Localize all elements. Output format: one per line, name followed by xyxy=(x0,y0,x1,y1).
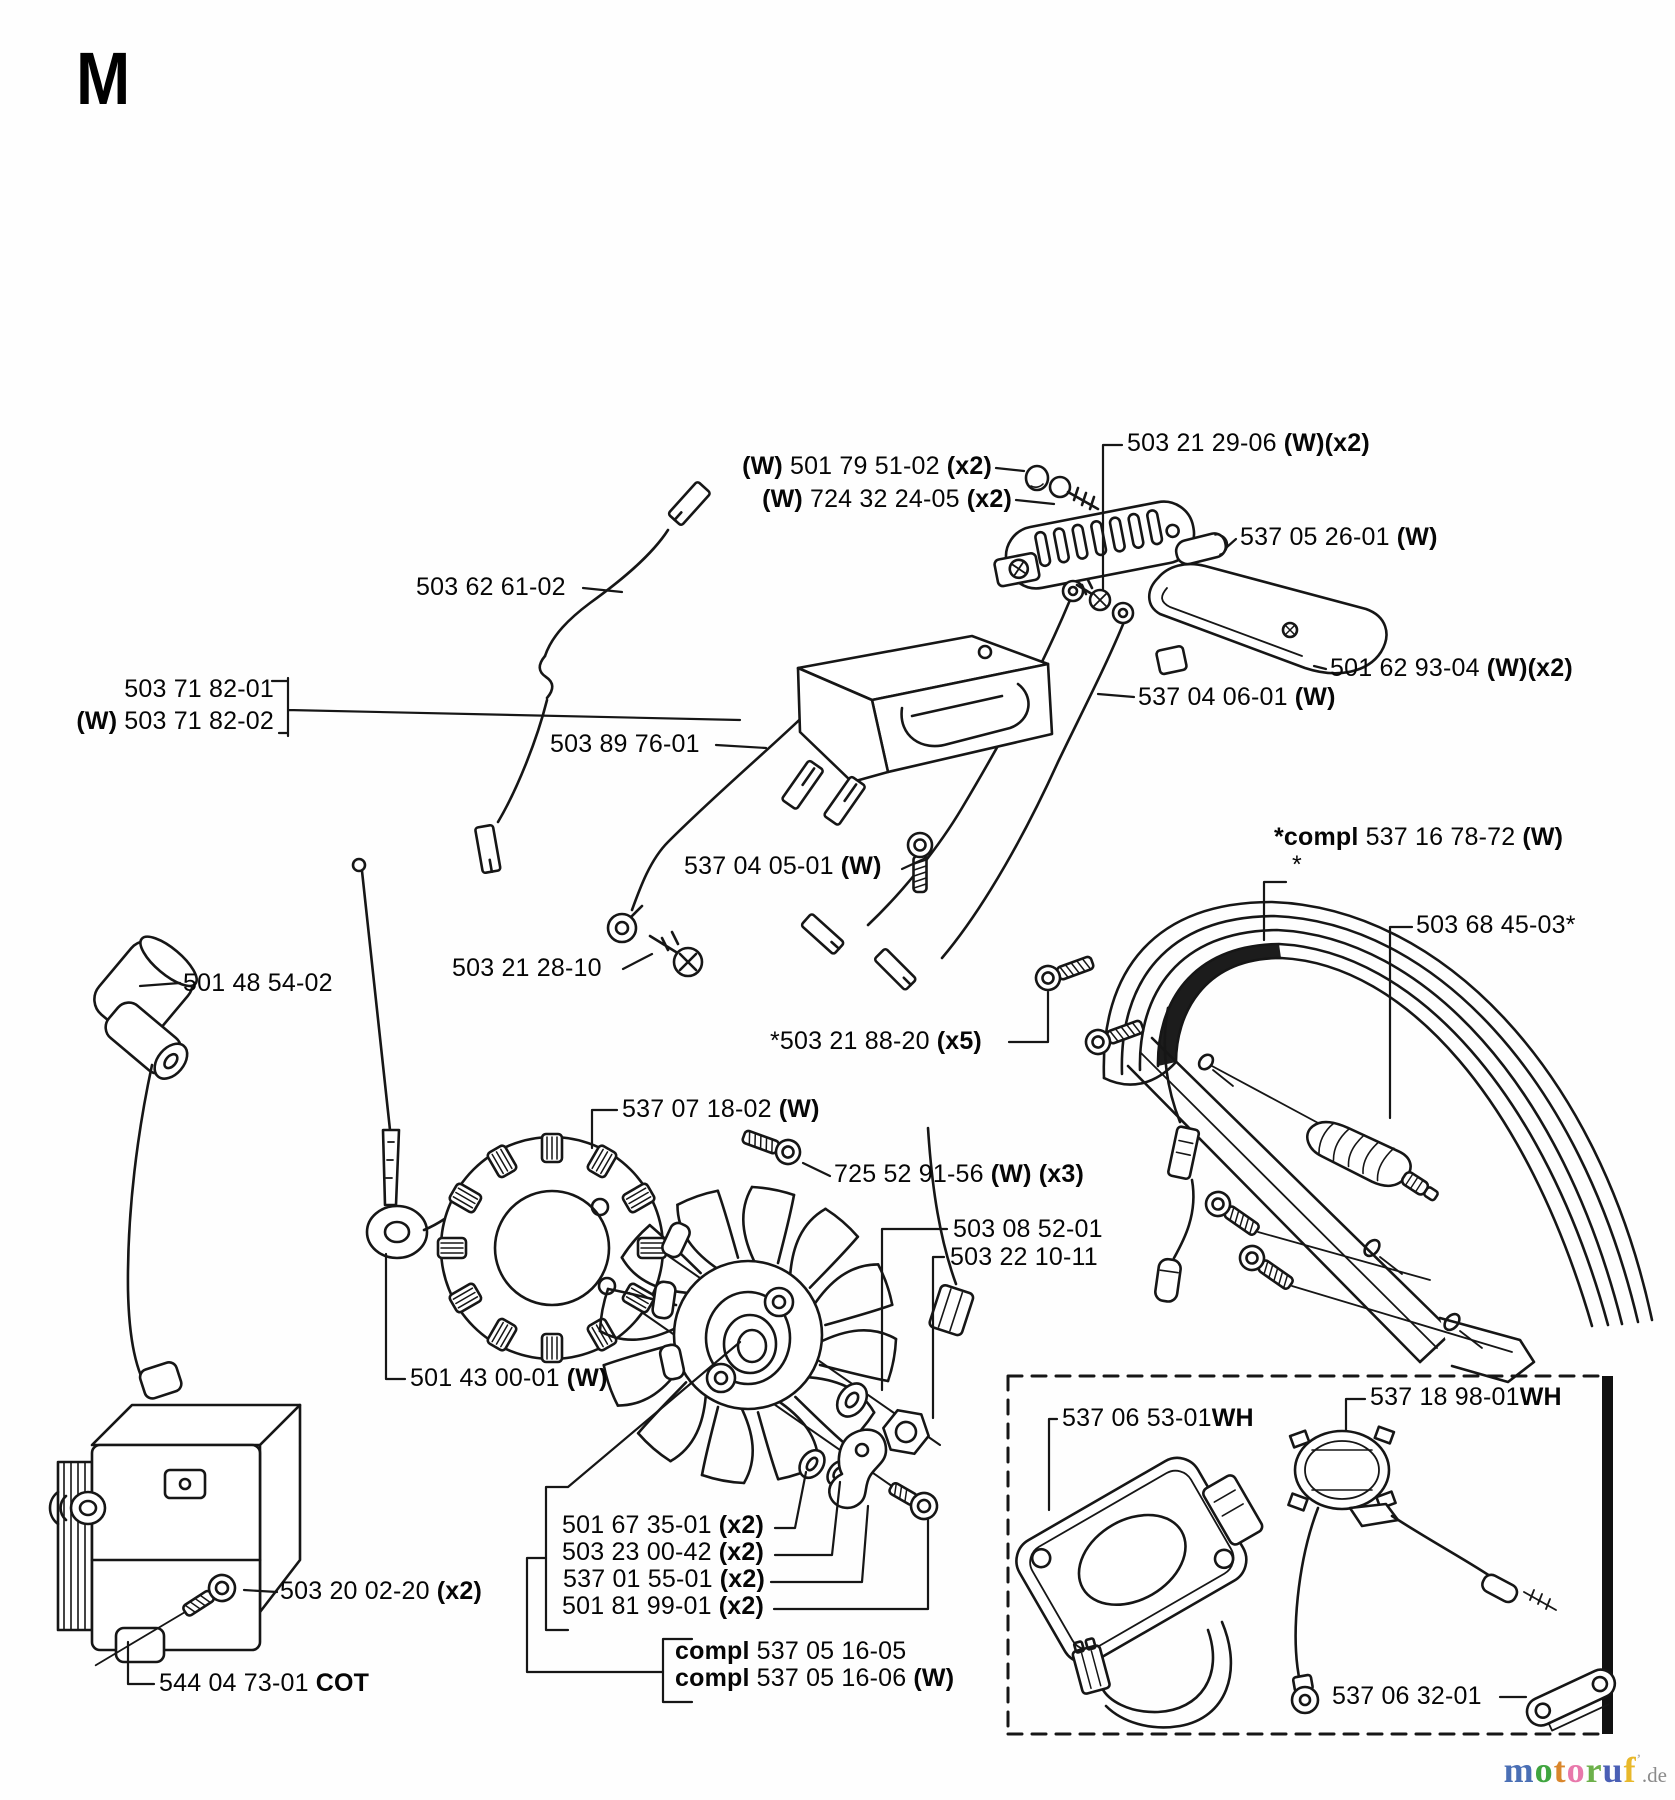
label-num: 503 23 00-42 xyxy=(562,1538,712,1566)
label-num: 503 21 28-10 xyxy=(452,954,602,982)
kill-wire-drawing xyxy=(475,481,711,873)
label-num: 503 62 61-02 xyxy=(416,573,566,601)
label-suf: (x2) xyxy=(946,452,992,480)
label-num: * xyxy=(1292,851,1302,879)
guard-plate-cluster-drawing xyxy=(994,466,1387,675)
label-suf: COT xyxy=(315,1669,370,1697)
logo-tld: .de xyxy=(1641,1763,1667,1787)
part-label-501-81-99-01 xyxy=(562,1593,764,1620)
label-pre: compl xyxy=(675,1637,750,1665)
label-num: 501 43 00-01 xyxy=(410,1364,560,1392)
part-label-537-01-55-01 xyxy=(563,1566,765,1593)
label-num: 503 89 76-01 xyxy=(550,730,700,758)
part-label-compl-537-05-16-05 xyxy=(675,1638,906,1665)
label-num: 503 71 82-02 xyxy=(124,707,274,735)
part-label-725-52-91-56 xyxy=(834,1161,1084,1188)
part-label-503-71-82-02 xyxy=(76,708,274,735)
part-label-compl-537-05-16-06 xyxy=(675,1665,954,1692)
label-suf: (W) xyxy=(566,1364,608,1392)
part-label-724-32-24-05 xyxy=(762,486,1012,513)
axis-hardware-drawing xyxy=(794,1378,941,1524)
label-num: 503 20 02-20 xyxy=(280,1577,430,1605)
label-num: 537 05 26-01 xyxy=(1240,523,1390,551)
label-suf: (x2) xyxy=(966,485,1012,513)
screw-7255291-drawing xyxy=(740,1125,804,1168)
part-label-537-05-26-01 xyxy=(1240,524,1438,551)
label-num: 724 32 24-05 xyxy=(809,485,960,513)
part-label-501-79-51-02 xyxy=(742,453,992,480)
logo-letter: f xyxy=(1623,1750,1637,1790)
part-label-503-21-28-10 xyxy=(452,955,602,982)
part-label-537-06-53-01 xyxy=(1062,1405,1254,1432)
label-suf: (x2) xyxy=(436,1577,483,1605)
handle-screws-drawing xyxy=(740,833,1512,1352)
logo-letter: u xyxy=(1602,1750,1624,1790)
label-suf: (W) xyxy=(778,1095,820,1123)
ignition-switch-drawing xyxy=(781,636,1052,826)
part-label-503-23-00-42 xyxy=(562,1539,764,1566)
label-num: 503 21 29-06 xyxy=(1127,429,1277,457)
part-label-503-21-29-06 xyxy=(1127,430,1370,457)
logo-letter: o xyxy=(1534,1750,1554,1790)
spark-plug-cap-drawing xyxy=(79,928,238,1394)
label-num: 537 16 78-72 xyxy=(1365,823,1516,851)
label-suf: (W) xyxy=(1396,523,1438,551)
label-pre: *compl xyxy=(1274,823,1359,851)
label-suf: (W) xyxy=(840,852,882,880)
label-num: 544 04 73-01 xyxy=(159,1669,309,1697)
label-pre: compl xyxy=(675,1664,750,1692)
part-label-501-48-54-02 xyxy=(183,970,333,997)
label-suf: WH xyxy=(1211,1404,1254,1432)
part-label-537-07-18-02 xyxy=(622,1096,820,1123)
part-label-503-71-82-01 xyxy=(124,676,274,703)
part-label-501-67-35-01 xyxy=(562,1512,764,1539)
label-suf: (x2) xyxy=(718,1538,765,1566)
label-num: 725 52 91-56 xyxy=(834,1160,984,1188)
page-letter-mark: M xyxy=(76,37,131,120)
part-label-503-89-76-01 xyxy=(550,731,700,758)
logo-letter: m xyxy=(1503,1750,1535,1790)
asterisk-note xyxy=(1292,852,1302,879)
part-label-537-06-32-01 xyxy=(1332,1683,1482,1710)
label-suf: (W) xyxy=(1522,823,1564,851)
label-num: 537 04 05-01 xyxy=(684,852,834,880)
part-label-537-04-06-01 xyxy=(1138,684,1336,711)
label-pre: (W) xyxy=(762,485,803,513)
part-label-501-43-00-01 xyxy=(410,1365,608,1392)
label-num: 537 06 32-01 xyxy=(1332,1682,1482,1710)
label-num: *503 21 88-20 xyxy=(770,1027,930,1055)
label-suf: (W)(x2) xyxy=(1486,654,1573,682)
label-pre: (W) xyxy=(76,707,118,735)
label-suf: WH xyxy=(1519,1383,1562,1411)
label-suf: (x5) xyxy=(936,1027,982,1055)
label-num: 537 06 53-01 xyxy=(1062,1404,1212,1432)
part-label-503-20-02-20 xyxy=(280,1578,482,1605)
part-label-544-04-73-01 xyxy=(159,1670,369,1697)
label-num: 501 67 35-01 xyxy=(562,1511,712,1539)
label-num: 537 04 06-01 xyxy=(1138,683,1288,711)
label-suf: (x2) xyxy=(718,1511,765,1539)
label-suf: (W)(x2) xyxy=(1283,429,1370,457)
stator-drawing xyxy=(438,1134,666,1362)
label-num: 537 07 18-02 xyxy=(622,1095,772,1123)
logo-letter: o xyxy=(1566,1750,1586,1790)
ignition-module-drawing xyxy=(50,1360,300,1679)
part-label-503-08-52-01 xyxy=(953,1216,1103,1243)
logo-letter: r xyxy=(1585,1750,1603,1790)
label-num: 503 22 10-11 xyxy=(950,1243,1098,1271)
label-num: 503 71 82-01 xyxy=(124,675,274,703)
label-num: 501 79 51-02 xyxy=(789,452,940,480)
label-num: 537 05 16-05 xyxy=(756,1637,907,1665)
label-suf: (x2) xyxy=(719,1565,766,1593)
screw-5032128-drawing xyxy=(650,932,702,976)
label-num: 503 08 52-01 xyxy=(953,1215,1103,1243)
part-label-503-21-88-20 xyxy=(770,1028,982,1055)
logo-letter: t xyxy=(1553,1750,1567,1790)
switch-drawing xyxy=(1288,1427,1556,1713)
part-label-537-04-05-01 xyxy=(684,853,882,880)
label-suf: (x2) xyxy=(718,1592,765,1620)
label-pre: (W) xyxy=(742,452,783,480)
part-label-503-62-61-02 xyxy=(416,574,566,601)
label-suf: (W) xyxy=(1294,683,1336,711)
label-num: 537 05 16-06 xyxy=(756,1664,907,1692)
label-num: 537 01 55-01 xyxy=(563,1565,713,1593)
motoruf-logo xyxy=(1504,1752,1667,1788)
label-num: 501 62 93-04 xyxy=(1330,654,1480,682)
logo-tick: ’ xyxy=(1636,1751,1642,1766)
cable-boot-drawing xyxy=(1301,1104,1446,1221)
part-label-537-18-98-01 xyxy=(1370,1384,1562,1411)
label-suf: (W) (x3) xyxy=(990,1160,1085,1188)
part-label-501-62-93-04 xyxy=(1330,655,1573,682)
label-num: 501 81 99-01 xyxy=(562,1592,712,1620)
part-label-503-22-10-11 xyxy=(950,1244,1098,1271)
part-label-compl-537-16-78-72 xyxy=(1274,824,1563,851)
label-num: 537 18 98-01 xyxy=(1370,1383,1520,1411)
label-num: 501 48 54-02 xyxy=(183,969,333,997)
part-label-503-68-45-03 xyxy=(1416,912,1576,939)
label-suf: (W) xyxy=(913,1664,955,1692)
label-num: 503 68 45-03* xyxy=(1416,911,1576,939)
screw-7243224-drawing xyxy=(1050,477,1098,509)
